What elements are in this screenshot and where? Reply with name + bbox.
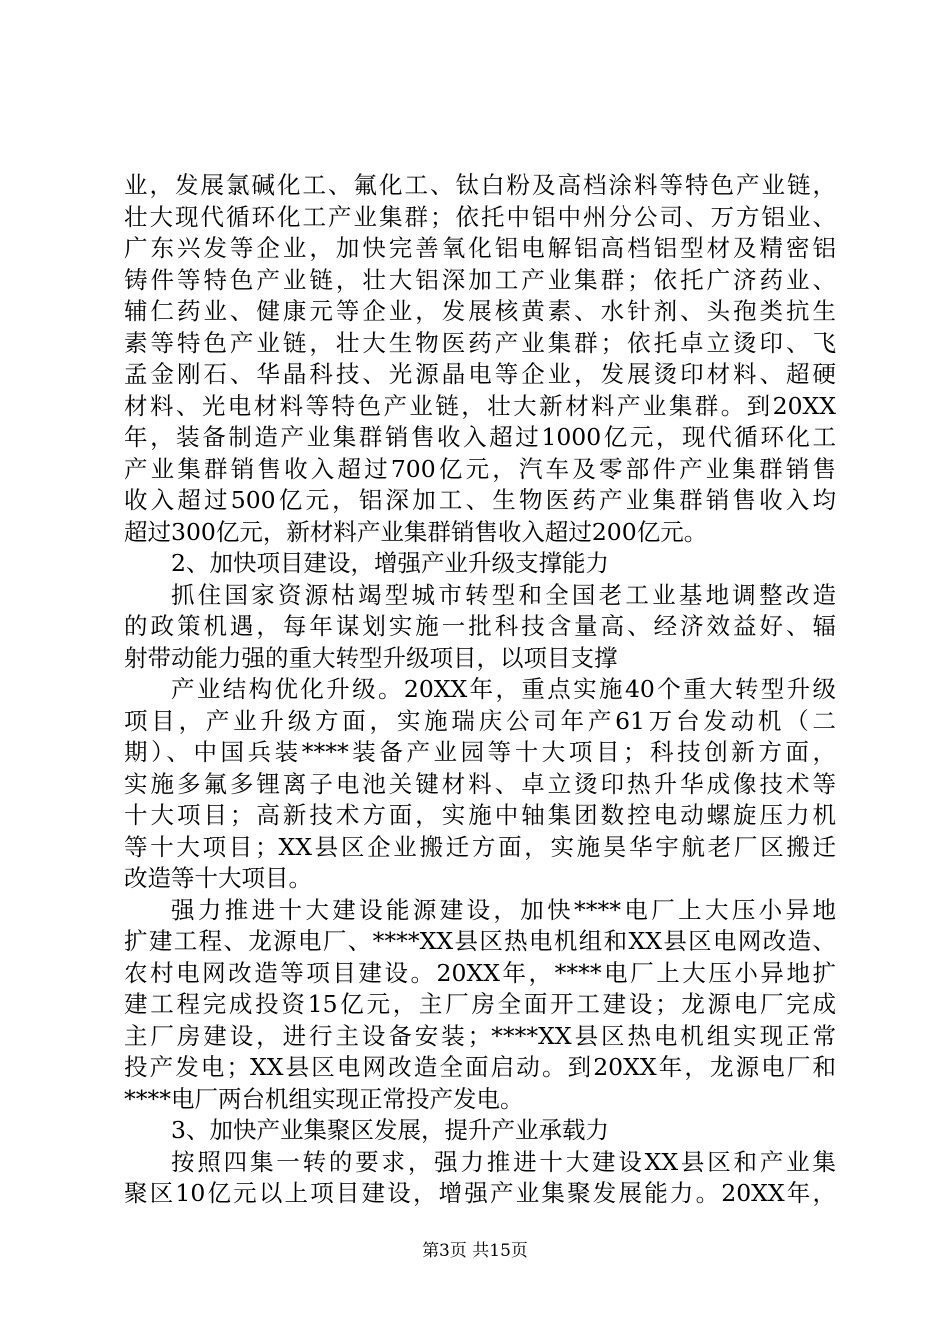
text-line: 产业集群销售收入超过700亿元，汽车及零部件产业集群销售 xyxy=(124,454,836,483)
section-heading: 3、加快产业集聚区发展，提升产业承载力 xyxy=(171,1116,609,1144)
text-line: 建工程完成投资15亿元，主厂房全面开工建设；龙源电厂完成 xyxy=(124,990,836,1018)
text-line: 辅仁药业、健康元等企业，发展核黄素、水针剂、头孢类抗生 xyxy=(124,297,836,325)
text-line: 广东兴发等企业，加快完善氧化铝电解铝高档铝型材及精密铝 xyxy=(124,234,836,262)
text-line: 扩建工程、龙源电厂、****XX县区热电机组和XX县区电网改造、 xyxy=(124,927,836,955)
text-line: 铸件等特色产业链，壮大铝深加工产业集群；依托广济药业、 xyxy=(124,265,836,294)
section-heading: 2、加快项目建设，增强产业升级支撑能力 xyxy=(171,549,609,577)
text-line: 业，发展氯碱化工、氟化工、钛白粉及高档涂料等特色产业链， xyxy=(124,171,836,199)
text-line: 项目，产业升级方面，实施瑞庆公司年产61万台发动机（二 xyxy=(124,706,836,735)
text-line: 农村电网改造等项目建设。20XX年，****电厂上大压小异地扩 xyxy=(124,958,836,987)
body-text xyxy=(124,170,836,1210)
text-line: 壮大现代循环化工产业集群；依托中铝中州分公司、万方铝业、 xyxy=(124,202,836,231)
text-line: 射带动能力强的重大转型升级项目，以项目支撑 xyxy=(124,643,618,672)
text-line: 主厂房建设，进行主设备安装；****XX县区热电机组实现正常 xyxy=(124,1021,836,1050)
text-line: 实施多氟多锂离子电池关键材料、卓立烫印热升华成像技术等 xyxy=(124,769,836,798)
page-footer: 第3页 共15页 xyxy=(422,1241,528,1261)
text-line: 收入超过500亿元，铝深加工、生物医药产业集群销售收入均 xyxy=(124,486,836,514)
text-line: 聚区10亿元以上项目建设，增强产业集聚发展能力。20XX年， xyxy=(124,1179,836,1207)
text-line: 强力推进十大建设能源建设，加快****电厂上大压小异地 xyxy=(171,895,836,924)
text-line: 年，装备制造产业集群销售收入超过1000亿元，现代循环化工 xyxy=(124,423,836,451)
text-line: ****电厂两台机组实现正常投产发电。 xyxy=(124,1084,524,1113)
text-line: 十大项目；高新技术方面，实施中轴集团数控电动螺旋压力机 xyxy=(124,801,836,829)
text-line: 改造等十大项目。 xyxy=(124,864,312,892)
text-line: 产业结构优化升级。20XX年，重点实施40个重大转型升级 xyxy=(171,675,836,703)
text-line: 抓住国家资源枯竭型城市转型和全国老工业基地调整改造 xyxy=(171,580,836,609)
text-line: 期）、中国兵装****装备产业园等十大项目；科技创新方面， xyxy=(124,738,836,766)
text-line: 按照四集一转的要求，强力推进十大建设XX县区和产业集 xyxy=(171,1147,836,1176)
text-line: 超过300亿元，新材料产业集群销售收入超过200亿元。 xyxy=(124,517,708,546)
text-line: 的政策机遇，每年谋划实施一批科技含量高、经济效益好、辐 xyxy=(124,612,836,640)
text-line: 材料、光电材料等特色产业链，壮大新材料产业集群。到20XX xyxy=(124,391,836,420)
text-line: 等十大项目；XX县区企业搬迁方面，实施昊华宇航老厂区搬迁 xyxy=(124,832,836,861)
text-line: 投产发电；XX县区电网改造全面启动。到20XX年，龙源电厂和 xyxy=(124,1053,836,1081)
text-line: 孟金刚石、华晶科技、光源晶电等企业，发展烫印材料、超硬 xyxy=(124,360,836,388)
text-line: 素等特色产业链，壮大生物医药产业集群；依托卓立烫印、飞 xyxy=(124,328,836,357)
